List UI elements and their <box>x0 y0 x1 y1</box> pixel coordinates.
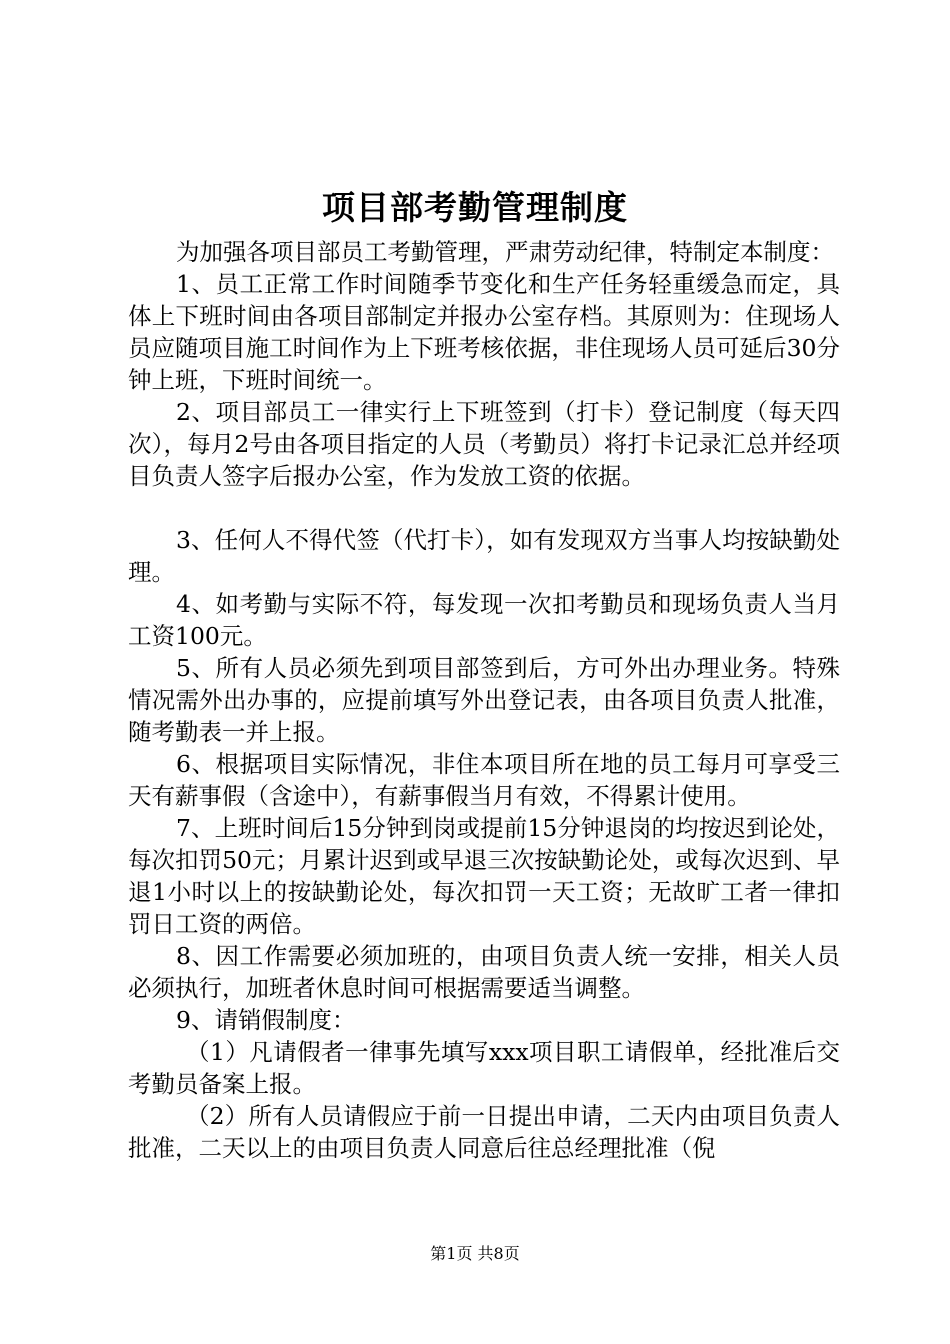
rule-paragraph-2: 2、项目部员工一律实行上下班签到（打卡）登记制度（每天四次），每月2号由各项目指定的人员（考勤员）将打卡记录汇总并经项目负责人签字后报办公室，作为发放工资的依据。 <box>128 398 840 490</box>
rule-paragraph-5: 5、所有人员必须先到项目部签到后，方可外出办理业务。特殊情况需外出办事的，应提前填写外出登记表，由各项目负责人批准，随考勤表一并上报。 <box>128 654 840 746</box>
document-body <box>128 236 840 1164</box>
rule-paragraph-8: 8、因工作需要必须加班的，由项目负责人统一安排，相关人员必须执行，加班者休息时间可根据需要适当调整。 <box>128 942 840 1002</box>
sub-rule-paragraph-2: （2）所有人员请假应于前一日提出申请，二天内由项目负责人批准，二天以上的由项目负责人同意后往总经理批准（倪 <box>128 1102 840 1162</box>
rule-paragraph-7: 7、上班时间后15分钟到岗或提前15分钟退岗的均按迟到论处，每次扣罚50元；月累计迟到或早退三次按缺勤论处，或每次迟到、早退1小时以上的按缺勤论处，每次扣罚一天工资；无故旷工者一律扣罚日工资的两倍。 <box>128 814 840 938</box>
rule-paragraph-4: 4、如考勤与实际不符，每发现一次扣考勤员和现场负责人当月工资100元。 <box>128 590 840 650</box>
page-footer: 第1页 共8页 <box>430 1244 520 1263</box>
rule-paragraph-6: 6、根据项目实际情况，非住本项目所在地的员工每月可享受三天有薪事假（含途中），有薪事假当月有效，不得累计使用。 <box>128 750 840 810</box>
sub-rule-paragraph-1: （1）凡请假者一律事先填写xxx项目职工请假单，经批准后交考勤员备案上报。 <box>128 1038 840 1098</box>
document-title: 项目部考勤管理制度 <box>322 188 628 227</box>
rule-paragraph-1: 1、员工正常工作时间随季节变化和生产任务轻重缓急而定，具体上下班时间由各项目部制定并报办公室存档。其原则为：住现场人员应随项目施工时间作为上下班考核依据，非住现场人员可延后30分钟上班，下班时间统一。 <box>128 270 840 394</box>
rule-paragraph-9: 9、请销假制度： <box>176 1006 356 1034</box>
intro-paragraph: 为加强各项目部员工考勤管理，严肃劳动纪律，特制定本制度： <box>176 238 834 266</box>
rule-paragraph-3: 3、任何人不得代签（代打卡），如有发现双方当事人均按缺勤处理。 <box>128 526 840 586</box>
